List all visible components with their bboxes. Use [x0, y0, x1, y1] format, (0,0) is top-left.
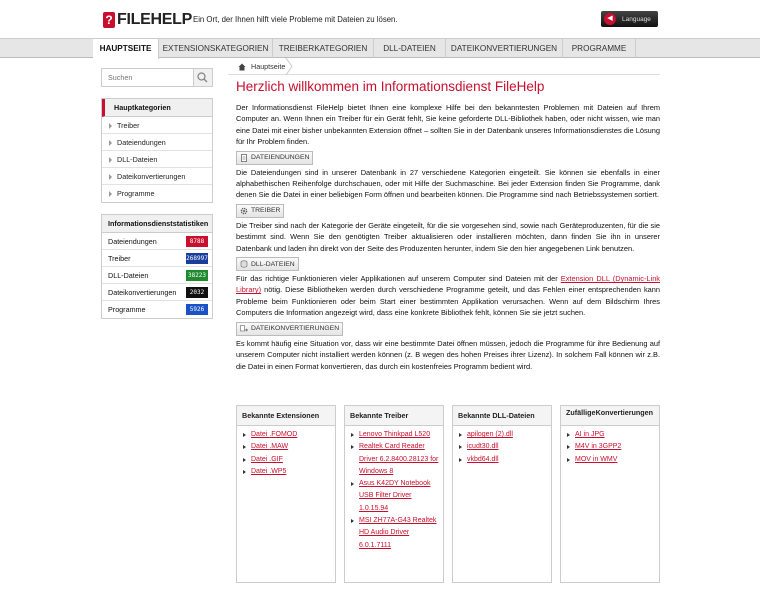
main-nav	[0, 38, 760, 58]
arrow-icon	[109, 140, 112, 146]
list-item[interactable]: Datei .WP5	[243, 466, 331, 478]
sidebar-item-dll-dateien[interactable]: DLL-Dateien	[102, 151, 212, 168]
popular-extensions	[236, 405, 336, 583]
list-item[interactable]: icudt30.dll	[459, 441, 547, 453]
section-label-dateikonvertierungen[interactable]: DATEIKONVERTIERUNGEN	[236, 322, 343, 336]
arrow-icon	[109, 157, 112, 163]
section-label-treiber[interactable]: TREIBER	[236, 204, 284, 218]
stat-row-treiber[interactable]: Treiber 268997	[102, 250, 212, 267]
stat-badge: 8788	[186, 236, 208, 247]
logo-text: FILEHELP	[117, 11, 192, 28]
stat-badge: 5926	[186, 304, 208, 315]
stat-badge: 2032	[186, 287, 208, 298]
random-conversions-title: ZufälligeKonvertierungen	[561, 406, 659, 426]
intro-text: Der Informationsdienst FileHelp bietet Ihnen eine komplexe Hilfe bei den bekanntesten Problemen mit Dateien auf Ihrem Computer an. Wenn Ihnen ein Treiber für ein Gerät fehlt, Sie keine geforderte DLL-Bibliothek haben, oder nicht wissen, wie man eine Datei mit einer bisher unbekannten Extension öffnet – sollten Sie in der Datenbank unseres Informationsdienstes die Lösung für Ihr Problem finden.	[236, 103, 660, 147]
logo-mark: ?	[103, 12, 115, 28]
main-content	[236, 79, 660, 372]
nav-dll-dateien[interactable]: DLL-DATEIEN	[374, 39, 446, 58]
language-button[interactable]	[601, 11, 658, 27]
list-item[interactable]: Lenovo Thinkpad L520	[351, 429, 439, 441]
stat-badge: 268997	[186, 255, 208, 262]
home-icon	[238, 63, 246, 71]
popular-extensions-title: Bekannte Extensionen	[237, 406, 335, 426]
popular-dll-files	[452, 405, 552, 583]
arrow-icon	[109, 191, 112, 197]
convert-icon	[240, 325, 248, 333]
main-categories-menu	[101, 98, 213, 203]
language-label: Language	[622, 15, 651, 23]
nav-hauptseite[interactable]: HAUPTSEITE	[93, 39, 159, 59]
nav-programme[interactable]: PROGRAMME	[563, 39, 636, 58]
sidebar-item-dateiendungen[interactable]: Dateiendungen	[102, 134, 212, 151]
section-text-treiber: Die Treiber sind nach der Kategorie der Geräte eingeteilt, für die sie vorgesehen sind, sowie nach Geräteproduzenten, für die sie bestimmt sind. Wenn Sie den genötigten Treiber aktualisieren oder installieren möchten, dann finden Sie ihn in unserer Datenbank und laden ihn direkt von der Seite des Produzenten herunter, indem Sie den hier angegebenen Link benutzen.	[236, 220, 660, 253]
popular-lists	[236, 405, 660, 583]
search-button[interactable]	[193, 69, 212, 86]
header	[0, 0, 760, 38]
popular-drivers	[344, 405, 444, 583]
stat-row-programme[interactable]: Programme 5926	[102, 301, 212, 318]
gear-icon	[240, 207, 248, 215]
popular-drivers-title: Bekannte Treiber	[345, 406, 443, 426]
list-item[interactable]: MSI ZH77A-G43 Realtek HD Audio Driver 6.0.1.7111	[351, 515, 439, 552]
dll-extension-link[interactable]: Extension DLL (Dynamic-Link Library)	[236, 274, 660, 295]
stat-row-dateikonvertierungen[interactable]: Dateikonvertierungen 2032	[102, 284, 212, 301]
nav-extensionskategorien[interactable]: EXTENSIONSKATEGORIEN	[159, 39, 273, 58]
sidebar-item-treiber[interactable]: Treiber	[102, 117, 212, 134]
stat-row-dll-dateien[interactable]: DLL-Dateien 38223	[102, 267, 212, 284]
disk-icon	[240, 260, 248, 268]
list-item[interactable]: Realtek Card Reader Driver 6.2.8400.28123 for Windows 8	[351, 441, 439, 478]
language-icon: ◀	[604, 13, 616, 25]
breadcrumb	[228, 58, 660, 75]
list-item[interactable]: M4V in 3GPP2	[567, 441, 655, 453]
search-box	[101, 68, 213, 87]
logo[interactable]	[103, 11, 192, 29]
list-item[interactable]: AI in JPG	[567, 429, 655, 441]
list-item[interactable]: Datei .GIF	[243, 454, 331, 466]
document-icon	[240, 154, 248, 162]
list-item[interactable]: Datei .FOMOD	[243, 429, 331, 441]
list-item[interactable]: vkbd64.dll	[459, 454, 547, 466]
breadcrumb-home[interactable]: Hauptseite	[238, 62, 285, 71]
section-text-dll-dateien: Für das richtige Funktionieren vieler Applikationen auf unserem Computer sind Dateien mit der Extension DLL (Dynamic-Link Library) nötig. Diese Bibliotheken werden durch verschiedene Programme geteilt, und das Fehlen einer entsprechenden kann Probleme beim Funktionieren oder beim Start einer bestimmten Applikation verursachen. Wenn auf dem Bildschirm Ihres Computers die Information angezeigt wird, dass eine konkrete Bibliothek fehlt, können Sie sie jetzt suchen.	[236, 274, 660, 318]
search-input[interactable]	[102, 69, 194, 86]
arrow-icon	[109, 174, 112, 180]
search-icon	[194, 69, 211, 86]
nav-treiberkategorien[interactable]: TREIBERKATEGORIEN	[273, 39, 374, 58]
list-item[interactable]: apilogen (2).dll	[459, 429, 547, 441]
sidebar-item-dateikonvertierungen[interactable]: Dateikonvertierungen	[102, 168, 212, 185]
nav-dateikonvertierungen[interactable]: DATEIKONVERTIERUNGEN	[446, 39, 563, 58]
breadcrumb-separator	[284, 58, 294, 75]
stat-badge: 38223	[187, 272, 207, 279]
sidebar-item-programme[interactable]: Programme	[102, 185, 212, 202]
stat-row-dateiendungen[interactable]: Dateiendungen 8788	[102, 233, 212, 250]
popular-dll-title: Bekannte DLL-Dateien	[453, 406, 551, 426]
section-label-dll-dateien[interactable]: DLL-DATEIEN	[236, 257, 299, 271]
section-text-dateiendungen: Die Dateiendungen sind in unserer Datenbank in 27 verschiedene Kategorien eingeteilt. Sie können sie ebenfalls in einer alphabethischen Reihenfolge durchschauen, oder mit Hilfe der Suchmaschine. Bei jeder Extension finden Sie Programme, dank denen Sie die Datei in einer beliebigen Form öffnen und bearbeiten können. Die Programme sind nach Betriebssystemen sortiert.	[236, 167, 660, 200]
tagline: Ein Ort, der Ihnen hilft viele Probleme mit Dateien zu lösen.	[193, 15, 398, 24]
stats-title: Informationsdienststatistiken	[102, 215, 212, 233]
menu-title[interactable]: Hauptkategorien	[102, 99, 212, 117]
list-item[interactable]: Datei .MAW	[243, 441, 331, 453]
list-item[interactable]: Asus K42DY Notebook USB Filter Driver 1.0.15.94	[351, 478, 439, 515]
page-title: Herzlich willkommen im Informationsdienst FileHelp	[236, 79, 545, 94]
statistics-box	[101, 214, 213, 319]
list-item[interactable]: MOV in WMV	[567, 454, 655, 466]
random-conversions	[560, 405, 660, 583]
section-label-dateiendungen[interactable]: DATEIENDUNGEN	[236, 151, 313, 165]
section-text-dateikonvertierungen: Es kommt häufig eine Situation vor, dass wir eine bestimmte Datei öffnen müssen, jedoch die Programme für ihre Bedienung auf unserem Computer nicht installiert werden können (z. B wegen des hohen Preises ihrer Lizenz). In solchem Fall können wir z.B. die Datei in einen Format konvertieren, das durch ein kostenfreies Programm bedient wird.	[236, 338, 660, 371]
arrow-icon	[109, 123, 112, 129]
